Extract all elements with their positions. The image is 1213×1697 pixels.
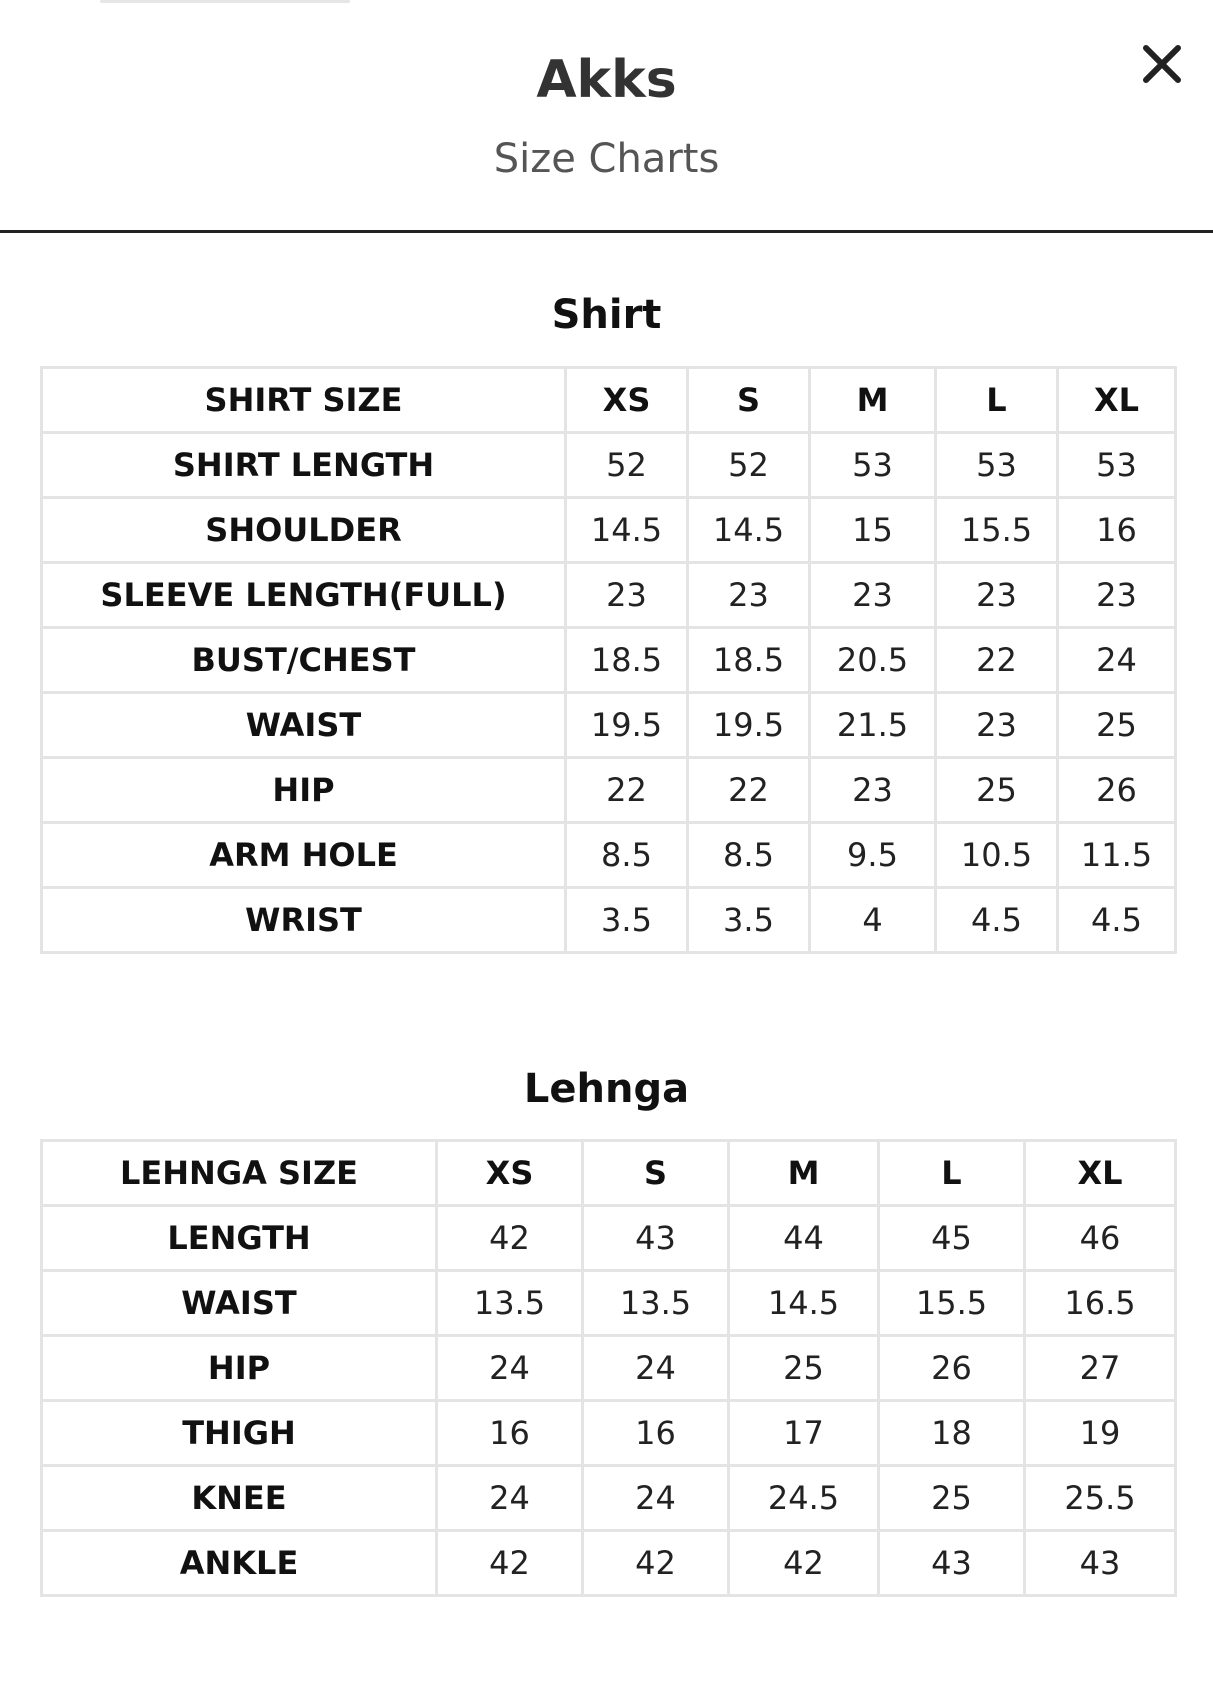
table-cell: 19.5: [566, 693, 688, 758]
table-cell: 19: [1025, 1401, 1176, 1466]
table-cell: 23: [936, 693, 1058, 758]
brand-title: Akks: [536, 50, 677, 110]
table-cell: 8.5: [688, 823, 810, 888]
row-label: HIP: [42, 758, 566, 823]
table-cell: 25: [1058, 693, 1176, 758]
table-cell: 23: [810, 563, 936, 628]
row-label: WRIST: [42, 888, 566, 953]
column-header: SHIRT SIZE: [42, 368, 566, 433]
column-header: XS: [437, 1141, 583, 1206]
table-cell: 10.5: [936, 823, 1058, 888]
table-cell: 13.5: [583, 1271, 729, 1336]
row-label: BUST/CHEST: [42, 628, 566, 693]
table-cell: 13.5: [437, 1271, 583, 1336]
table-cell: 42: [729, 1531, 879, 1596]
lehnga-section-title: Lehnga: [523, 1066, 690, 1112]
column-header: M: [729, 1141, 879, 1206]
table-cell: 53: [810, 433, 936, 498]
row-label: SLEEVE LENGTH(FULL): [42, 563, 566, 628]
table-cell: 15.5: [879, 1271, 1025, 1336]
table-cell: 18: [879, 1401, 1025, 1466]
table-row: [42, 693, 1176, 758]
table-cell: 3.5: [566, 888, 688, 953]
row-label: SHIRT LENGTH: [42, 433, 566, 498]
table-cell: 24: [583, 1466, 729, 1531]
table-cell: 4.5: [1058, 888, 1176, 953]
row-label: WAIST: [42, 1271, 437, 1336]
table-cell: 25.5: [1025, 1466, 1176, 1531]
table-cell: 18.5: [566, 628, 688, 693]
table-cell: 21.5: [810, 693, 936, 758]
column-header: M: [810, 368, 936, 433]
table-cell: 24.5: [729, 1466, 879, 1531]
table-cell: 22: [566, 758, 688, 823]
table-cell: 22: [936, 628, 1058, 693]
row-label: THIGH: [42, 1401, 437, 1466]
table-row: [42, 1531, 1176, 1596]
table-row: [42, 563, 1176, 628]
table-cell: 43: [1025, 1531, 1176, 1596]
table-header-row: [42, 368, 1176, 433]
modal-subtitle: Size Charts: [493, 136, 720, 182]
table-cell: 4: [810, 888, 936, 953]
table-cell: 27: [1025, 1336, 1176, 1401]
lehnga-size-table: [40, 1139, 1177, 1597]
table-cell: 14.5: [566, 498, 688, 563]
shirt-size-table: [40, 366, 1177, 954]
table-cell: 4.5: [936, 888, 1058, 953]
table-row: [42, 433, 1176, 498]
close-button[interactable]: [1138, 40, 1186, 88]
shirt-section-title: Shirt: [551, 292, 662, 338]
table-cell: 44: [729, 1206, 879, 1271]
column-header: XL: [1025, 1141, 1176, 1206]
table-cell: 25: [936, 758, 1058, 823]
table-cell: 14.5: [688, 498, 810, 563]
table-cell: 24: [437, 1336, 583, 1401]
table-row: [42, 1271, 1176, 1336]
row-label: LENGTH: [42, 1206, 437, 1271]
table-cell: 22: [688, 758, 810, 823]
row-label: ANKLE: [42, 1531, 437, 1596]
table-cell: 24: [1058, 628, 1176, 693]
table-cell: 46: [1025, 1206, 1176, 1271]
table-cell: 52: [566, 433, 688, 498]
table-cell: 17: [729, 1401, 879, 1466]
column-header: L: [936, 368, 1058, 433]
column-header: LEHNGA SIZE: [42, 1141, 437, 1206]
table-cell: 20.5: [810, 628, 936, 693]
table-cell: 3.5: [688, 888, 810, 953]
table-cell: 19.5: [688, 693, 810, 758]
table-cell: 26: [879, 1336, 1025, 1401]
table-cell: 24: [437, 1466, 583, 1531]
table-cell: 43: [879, 1531, 1025, 1596]
table-row: [42, 498, 1176, 563]
column-header: S: [583, 1141, 729, 1206]
table-cell: 52: [688, 433, 810, 498]
row-label: SHOULDER: [42, 498, 566, 563]
table-cell: 42: [437, 1206, 583, 1271]
table-cell: 23: [810, 758, 936, 823]
table-row: [42, 1466, 1176, 1531]
table-cell: 16: [583, 1401, 729, 1466]
table-cell: 45: [879, 1206, 1025, 1271]
table-cell: 53: [936, 433, 1058, 498]
table-row: [42, 758, 1176, 823]
column-header: S: [688, 368, 810, 433]
table-cell: 9.5: [810, 823, 936, 888]
table-row: [42, 628, 1176, 693]
table-cell: 42: [583, 1531, 729, 1596]
modal-header: [0, 0, 1213, 233]
column-header: XL: [1058, 368, 1176, 433]
table-row: [42, 1336, 1176, 1401]
column-header: XS: [566, 368, 688, 433]
table-cell: 23: [1058, 563, 1176, 628]
table-cell: 24: [583, 1336, 729, 1401]
table-cell: 15: [810, 498, 936, 563]
table-cell: 26: [1058, 758, 1176, 823]
table-cell: 23: [936, 563, 1058, 628]
row-label: KNEE: [42, 1466, 437, 1531]
table-cell: 14.5: [729, 1271, 879, 1336]
table-row: [42, 1401, 1176, 1466]
table-cell: 23: [688, 563, 810, 628]
row-label: ARM HOLE: [42, 823, 566, 888]
table-row: [42, 1206, 1176, 1271]
table-cell: 25: [879, 1466, 1025, 1531]
table-cell: 15.5: [936, 498, 1058, 563]
table-cell: 18.5: [688, 628, 810, 693]
table-cell: 16: [437, 1401, 583, 1466]
table-cell: 43: [583, 1206, 729, 1271]
row-label: WAIST: [42, 693, 566, 758]
table-cell: 16.5: [1025, 1271, 1176, 1336]
table-cell: 11.5: [1058, 823, 1176, 888]
table-header-row: [42, 1141, 1176, 1206]
table-cell: 42: [437, 1531, 583, 1596]
table-row: [42, 823, 1176, 888]
column-header: L: [879, 1141, 1025, 1206]
table-cell: 23: [566, 563, 688, 628]
table-cell: 25: [729, 1336, 879, 1401]
table-cell: 16: [1058, 498, 1176, 563]
table-row: [42, 888, 1176, 953]
table-cell: 8.5: [566, 823, 688, 888]
close-icon: [1138, 40, 1186, 88]
row-label: HIP: [42, 1336, 437, 1401]
table-cell: 53: [1058, 433, 1176, 498]
